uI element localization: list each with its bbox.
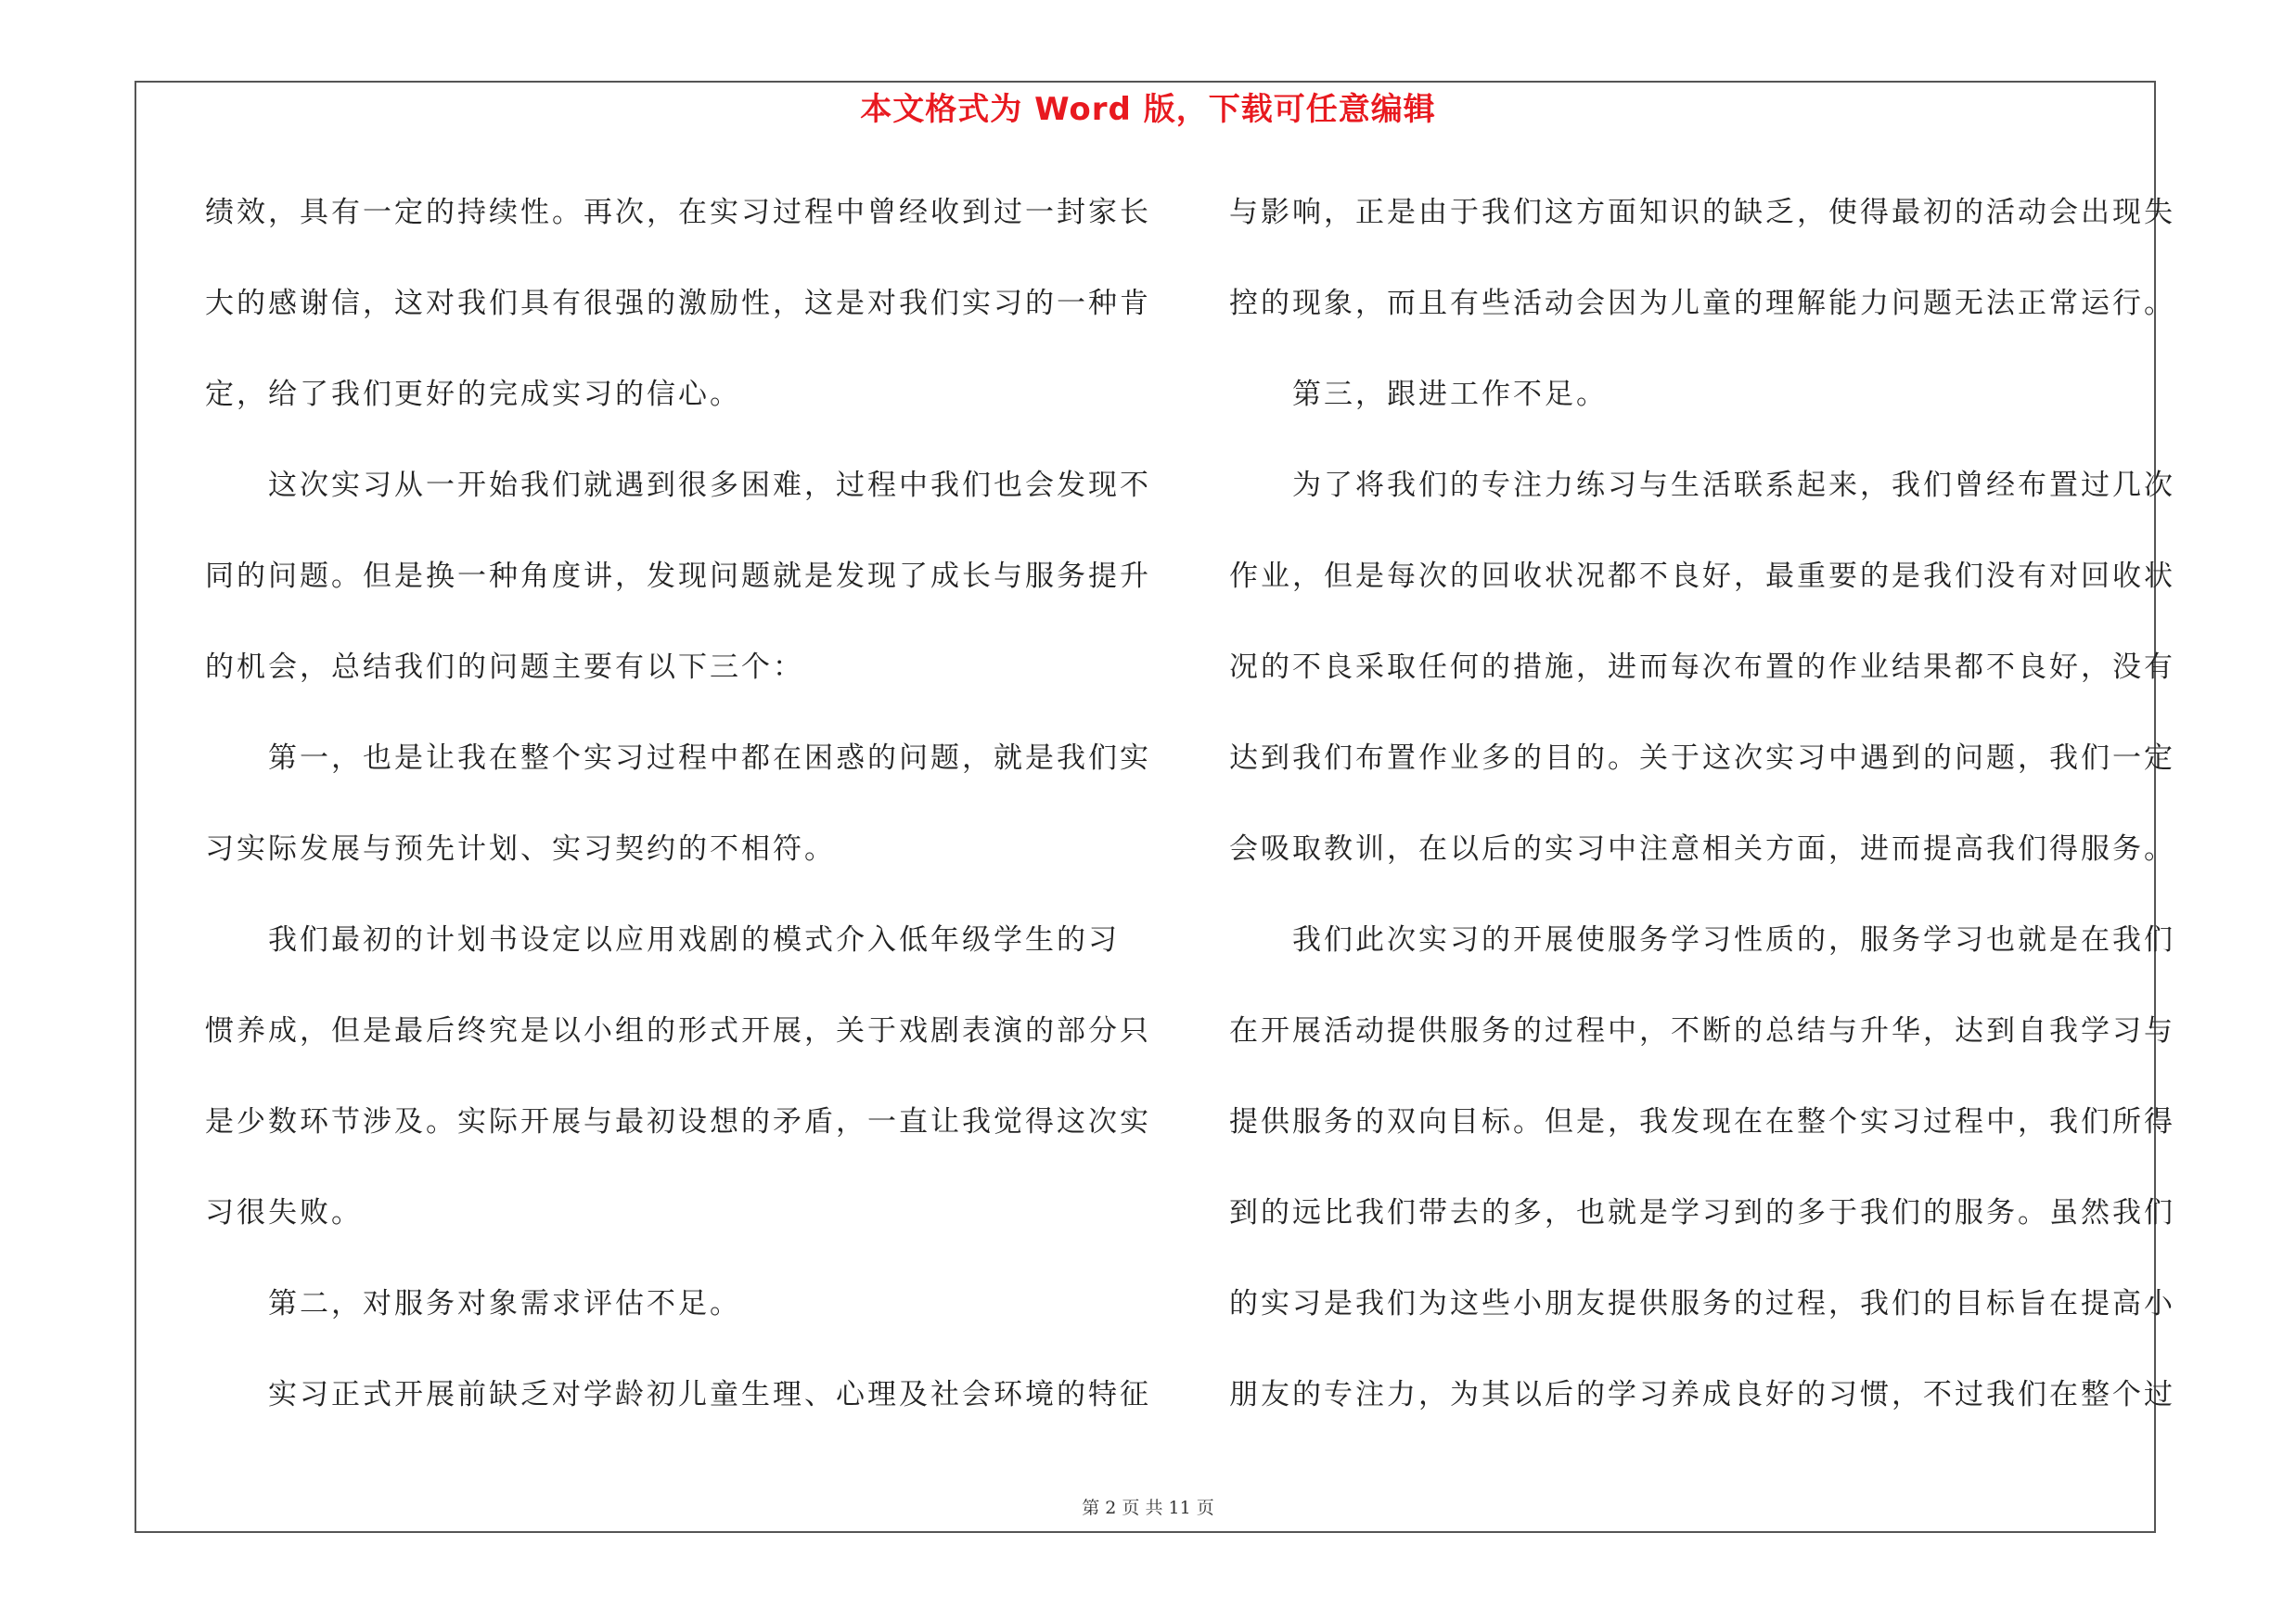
left-column — [205, 185, 1151, 1458]
text-line: 况的不良采取任何的措施，进而每次布置的作业结果都不良好，没有 — [1229, 650, 2175, 684]
text-line: 惯养成，但是最后终究是以小组的形式开展，关于戏剧表演的部分只 — [205, 1014, 1151, 1048]
text-line: 与影响，正是由于我们这方面知识的缺乏，使得最初的活动会出现失 — [1229, 196, 2175, 229]
text-line: 第一，也是让我在整个实习过程中都在困惑的问题，就是我们实 — [205, 741, 1151, 775]
page-number: 第 2 页 共 11 页 — [1082, 1498, 1214, 1518]
text-line: 我们此次实习的开展使服务学习性质的，服务学习也就是在我们 — [1229, 923, 2175, 957]
text-line: 是少数环节涉及。实际开展与最初设想的矛盾，一直让我觉得这次实 — [205, 1105, 1151, 1139]
text-line: 会吸取教训，在以后的实习中注意相关方面，进而提高我们得服务。 — [1229, 832, 2175, 866]
text-line: 大的感谢信，这对我们具有很强的激励性，这是对我们实习的一种肯 — [205, 287, 1151, 320]
text-line: 我们最初的计划书设定以应用戏剧的模式介入低年级学生的习 — [205, 923, 1120, 957]
text-line: 这次实习从一开始我们就遇到很多困难，过程中我们也会发现不 — [205, 469, 1151, 502]
text-line: 提供服务的双向目标。但是，我发现在在整个实习过程中，我们所得 — [1229, 1105, 2175, 1139]
text-line: 到的远比我们带去的多，也就是学习到的多于我们的服务。虽然我们 — [1229, 1196, 2175, 1230]
right-column — [1229, 185, 2175, 1458]
text-line: 朋友的专注力，为其以后的学习养成良好的习惯，不过我们在整个过 — [1229, 1378, 2175, 1411]
text-line: 第三，跟进工作不足。 — [1229, 378, 1608, 411]
text-line: 的机会，总结我们的问题主要有以下三个： — [205, 650, 804, 684]
text-line: 习实际发展与预先计划、实习契约的不相符。 — [205, 832, 836, 866]
text-line: 定，给了我们更好的完成实习的信心。 — [205, 378, 741, 411]
text-line: 作业，但是每次的回收状况都不良好，最重要的是我们没有对回收状 — [1229, 560, 2175, 593]
text-line: 习很失败。 — [205, 1196, 363, 1230]
text-line: 的实习是我们为这些小朋友提供服务的过程，我们的目标旨在提高小 — [1229, 1287, 2175, 1320]
text-line: 在开展活动提供服务的过程中，不断的总结与升华，达到自我学习与 — [1229, 1014, 2175, 1048]
format-banner: 本文格式为 Word 版，下载可任意编辑 — [860, 91, 1436, 128]
text-line: 实习正式开展前缺乏对学龄初儿童生理、心理及社会环境的特征 — [205, 1378, 1151, 1411]
text-line: 控的现象，而且有些活动会因为儿童的理解能力问题无法正常运行。 — [1229, 287, 2175, 320]
text-line: 为了将我们的专注力练习与生活联系起来，我们曾经布置过几次 — [1229, 469, 2175, 502]
text-line: 同的问题。但是换一种角度讲，发现问题就是发现了成长与服务提升 — [205, 560, 1151, 593]
text-line: 达到我们布置作业多的目的。关于这次实习中遇到的问题，我们一定 — [1229, 741, 2175, 775]
text-line: 绩效，具有一定的持续性。再次，在实习过程中曾经收到过一封家长 — [205, 196, 1151, 229]
text-line: 第二，对服务对象需求评估不足。 — [205, 1287, 741, 1320]
